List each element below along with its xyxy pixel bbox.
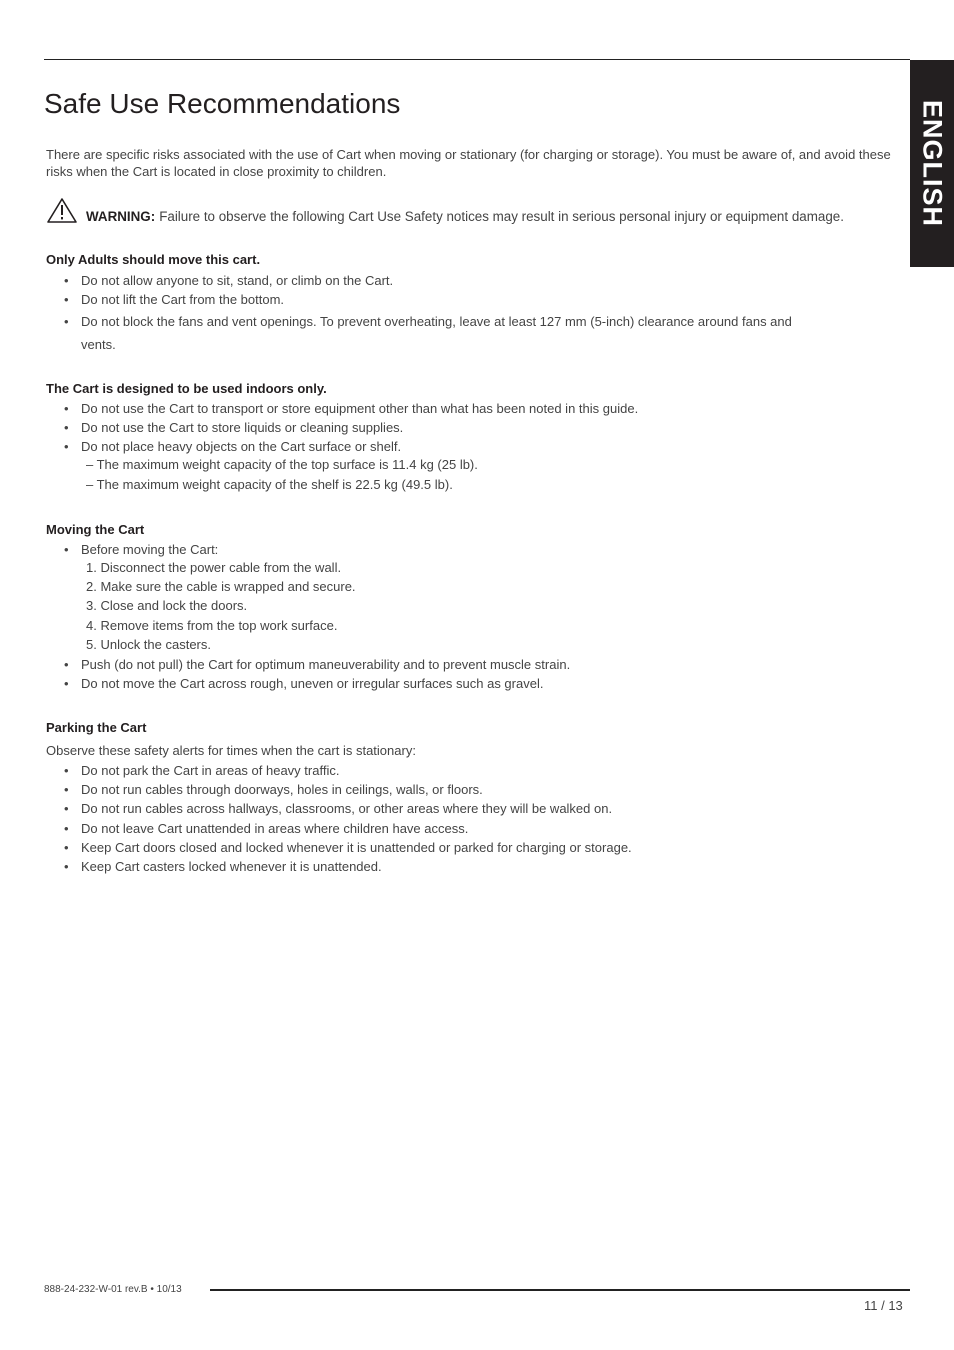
intro-paragraph: There are specific risks associated with the use of Cart when moving or stationary (for charging or storage). You must be aware of, and avoid these risks when the Cart is located in close proximity to children. bbox=[46, 147, 891, 179]
list-item: • Push (do not pull) the Cart for optimum maneuverability and to prevent muscle strain. bbox=[64, 653, 894, 676]
section-heading: The Cart is designed to be used indoors only. bbox=[46, 381, 327, 396]
document-code: 888-24-232-W-01 rev.B • 10/13 bbox=[44, 1284, 182, 1295]
language-tab bbox=[910, 60, 954, 267]
section-heading: Moving the Cart bbox=[46, 522, 145, 537]
list-item: • Do not block the fans and vent openings. To prevent overheating, leave at least 127 mm (5-inch) clearance around fans and bbox=[64, 310, 894, 333]
section-heading: Only Adults should move this cart. bbox=[46, 252, 261, 267]
sub-list-item: – The maximum weight capacity of the shelf is 22.5 kg (49.5 lb). bbox=[86, 477, 453, 492]
sub-list-item: – The maximum weight capacity of the top surface is 11.4 kg (25 lb). bbox=[86, 457, 478, 472]
list-item: • Do not run cables through doorways, holes in ceilings, walls, or floors. bbox=[64, 778, 894, 801]
numbered-step: 2. Make sure the cable is wrapped and secure. bbox=[86, 579, 356, 594]
list-item: • Do not use the Cart to transport or store equipment other than what has been noted in this guide. bbox=[64, 397, 894, 420]
section-lead: Observe these safety alerts for times when the cart is stationary: bbox=[46, 743, 416, 758]
numbered-step: 3. Close and lock the doors. bbox=[86, 598, 248, 613]
warning-notice bbox=[46, 197, 912, 224]
list-item: • Before moving the Cart: bbox=[64, 538, 894, 561]
list-item: • Keep Cart doors closed and locked whenever it is unattended or parked for charging or storage. bbox=[64, 836, 894, 859]
warning-text: Failure to observe the following Cart Use Safety notices may result in serious personal injury or equipment damage. bbox=[159, 209, 844, 224]
list-item: • Do not park the Cart in areas of heavy traffic. bbox=[64, 759, 894, 782]
numbered-step: 1. Disconnect the power cable from the wall. bbox=[86, 560, 342, 575]
warning-label: WARNING: bbox=[86, 209, 156, 224]
page-number: 11 / 13 bbox=[864, 1298, 903, 1313]
top-divider bbox=[44, 59, 910, 60]
numbered-step: 5. Unlock the casters. bbox=[86, 637, 211, 652]
page-title: Safe Use Recommendations bbox=[44, 88, 401, 119]
warning-triangle-icon bbox=[46, 197, 78, 224]
footer-divider bbox=[210, 1289, 910, 1291]
list-item: • Do not leave Cart unattended in areas where children have access. bbox=[64, 817, 894, 840]
list-item: • Do not use the Cart to store liquids or cleaning supplies. bbox=[64, 416, 894, 439]
list-item: • Keep Cart casters locked whenever it is unattended. bbox=[64, 855, 894, 878]
numbered-step: 4. Remove items from the top work surface. bbox=[86, 618, 338, 633]
list-item: • Do not run cables across hallways, classrooms, or other areas where they will be walked on. bbox=[64, 797, 894, 820]
list-item: • Do not place heavy objects on the Cart surface or shelf. bbox=[64, 435, 894, 458]
list-item-continuation: vents. bbox=[81, 337, 116, 352]
section-heading: Parking the Cart bbox=[46, 720, 147, 735]
list-item: • Do not lift the Cart from the bottom. bbox=[64, 288, 894, 311]
language-tab-label: ENGLISH bbox=[917, 99, 948, 227]
list-item: • Do not move the Cart across rough, uneven or irregular surfaces such as gravel. bbox=[64, 672, 894, 695]
list-item: • Do not allow anyone to sit, stand, or climb on the Cart. bbox=[64, 269, 894, 292]
